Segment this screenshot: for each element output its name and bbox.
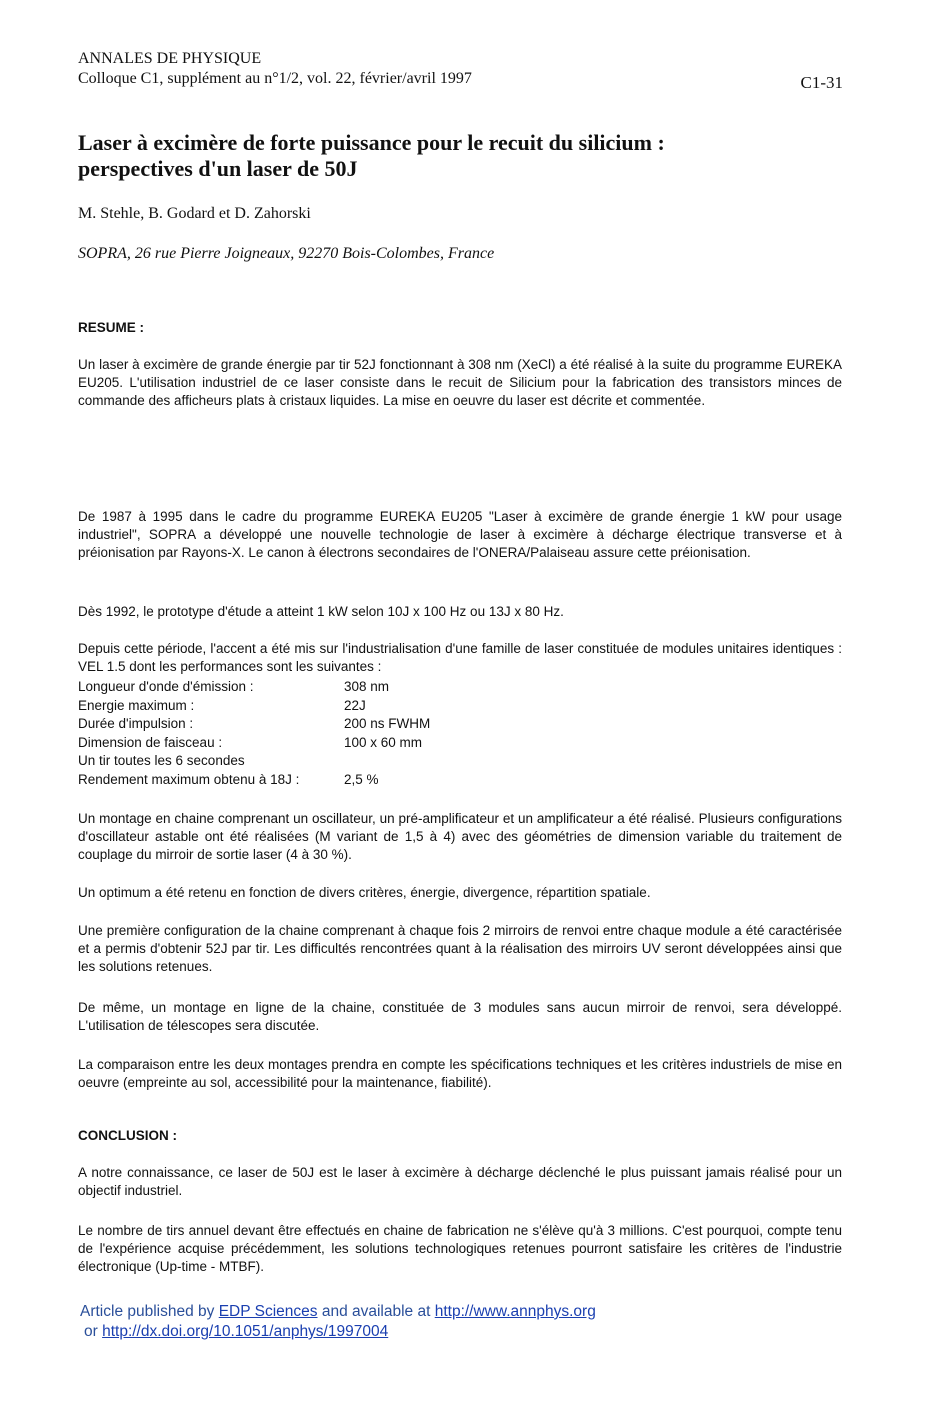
spec-value: 100 x 60 mm	[344, 734, 423, 750]
footer-line-1	[80, 1302, 596, 1322]
doi-link[interactable]: http://dx.doi.org/10.1051/anphys/1997004	[102, 1323, 389, 1340]
site-link[interactable]: http://www.annphys.org	[434, 1303, 596, 1320]
title-line-1: Laser à excimère de forte puissance pour le recuit du silicium :	[78, 130, 665, 155]
body-paragraph-8: La comparaison entre les deux montages prendra en compte les spécifications techniques et les critères industriels de mise en oeuvre (empreinte au sol, accessibilité pour la maintenance, fiabilité).	[78, 1057, 842, 1090]
body-paragraph-4: Un montage en chaine comprenant un oscillateur, un pré-amplificateur et un amplificateur a été réalisé. Plusieurs configurations d'oscillateur astable ont été réalisées (M variant de 1,5 à 4) avec des géométries de dimension variable du traitement de couplage du mirroir de sortie laser (4 à 30 %).	[78, 811, 842, 862]
title-line-2: perspectives d'un laser de 50J	[78, 156, 358, 181]
spec-value: 200 ns FWHM	[344, 716, 431, 732]
footer-middle: and available at	[317, 1303, 435, 1320]
page-number: C1-31	[800, 73, 843, 92]
spec-row	[78, 752, 498, 771]
spec-label: Durée d'impulsion :	[78, 716, 194, 732]
body-paragraph-5: Un optimum a été retenu en fonction de divers critères, énergie, divergence, répartition spatiale.	[78, 885, 651, 900]
spec-label: Longueur d'onde d'émission :	[78, 679, 254, 694]
footer-line-2	[80, 1322, 596, 1342]
spec-value: 22J	[344, 697, 366, 713]
journal-header	[78, 49, 472, 89]
spec-list	[78, 678, 498, 790]
spec-row	[78, 697, 498, 716]
spec-value: 308 nm	[344, 679, 390, 694]
article-title	[78, 130, 848, 182]
body-paragraph-3: Depuis cette période, l'accent a été mis sur l'industrialisation d'une famille de laser constituée de modules unitaires identiques : VEL 1.5 dont les performances sont les suivantes :	[78, 641, 842, 674]
journal-issue: Colloque C1, supplément au n°1/2, vol. 22, février/avril 1997	[78, 70, 472, 87]
spec-label: Dimension de faisceau :	[78, 734, 223, 750]
body-paragraph-7: De même, un montage en ligne de la chaine, constituée de 3 modules sans aucun mirroir de renvoi, sera développé. L'utilisation de télescopes sera discutée.	[78, 1000, 842, 1033]
publisher-link[interactable]: EDP Sciences	[218, 1303, 318, 1320]
footer-or: or	[84, 1323, 103, 1340]
spec-row	[78, 771, 498, 790]
spec-label: Un tir toutes les 6 secondes	[78, 753, 245, 769]
resume-text: Un laser à excimère de grande énergie par tir 52J fonctionnant à 308 nm (XeCl) a été réalisé à la suite du programme EUREKA EU205. L'utilisation industriel de ce laser consiste dans le recuit de Silicium pour la fabrication des transistors minces de commande des afficheurs plats à cristaux liquides. La mise en oeuvre du laser est décrite et commentée.	[78, 357, 842, 408]
body-paragraph-1: De 1987 à 1995 dans le cadre du programme EUREKA EU205 "Laser à excimère de grande énergie 1 kW pour usage industriel", SOPRA a développé une nouvelle technologie de laser à excimère à décharge électrique transverse et à préionisation par Rayons-X. Le canon à électrons secondaires de l'ONERA/Palaiseau assure cette préionisation.	[78, 509, 842, 560]
spec-label: Rendement maximum obtenu à 18J :	[78, 771, 300, 787]
spec-label: Energie maximum :	[78, 697, 195, 713]
spec-row	[78, 678, 498, 697]
footer-prefix: Article published by	[80, 1303, 219, 1320]
conclusion-heading: CONCLUSION :	[78, 1128, 177, 1143]
spec-row	[78, 734, 498, 753]
journal-name: ANNALES DE PHYSIQUE	[78, 50, 262, 67]
spec-value: 2,5 %	[344, 771, 379, 787]
body-paragraph-2: Dès 1992, le prototype d'étude a atteint 1 kW selon 10J x 100 Hz ou 13J x 80 Hz.	[78, 604, 564, 619]
spec-row	[78, 715, 498, 734]
conclusion-paragraph-1: A notre connaissance, ce laser de 50J est le laser à excimère à décharge déclenché le plus puissant jamais réalisé pour un objectif industriel.	[78, 1165, 842, 1198]
resume-heading: RESUME :	[78, 320, 145, 335]
conclusion-paragraph-2: Le nombre de tirs annuel devant être effectués en chaine de fabrication ne s'élève qu'à 3 millions. C'est pourquoi, compte tenu de l'expérience acquise précédemment, les solutions technologiques retenues pourront satisfaire les critères de l'industrie électronique (Up-time - MTBF).	[78, 1223, 842, 1274]
publication-footer	[80, 1302, 596, 1342]
body-paragraph-6: Une première configuration de la chaine comprenant à chaque fois 2 mirroirs de renvoi entre chaque module a été caractérisée et a permis d'obtenir 52J par tir. Les difficultés rencontrées quant à la réalisation des mirroirs UV seront développées ainsi que les solutions retenues.	[78, 923, 842, 974]
affiliation: SOPRA, 26 rue Pierre Joigneaux, 92270 Bois-Colombes, France	[78, 245, 495, 262]
authors: M. Stehle, B. Godard et D. Zahorski	[78, 205, 311, 222]
